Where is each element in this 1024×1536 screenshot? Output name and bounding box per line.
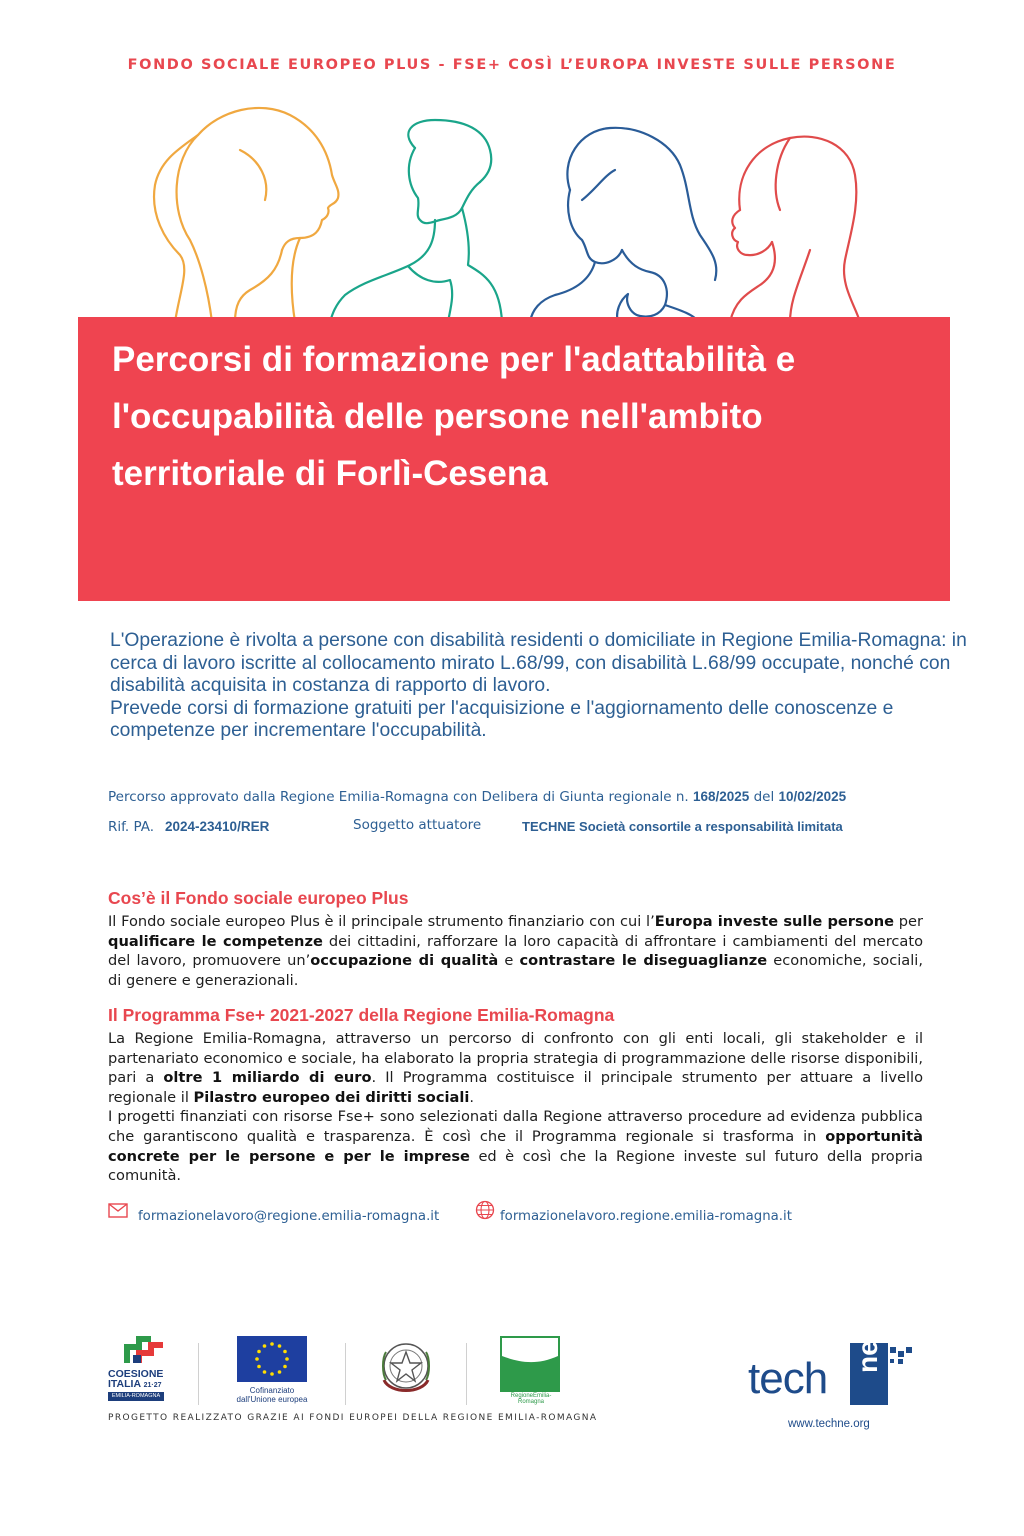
person-orange-illustration [154,108,338,322]
page-title [112,331,932,502]
eu-cofinanced-logo [232,1336,312,1406]
reference-value: 2024-23410/RER [165,819,270,834]
intro-paragraph: Prevede corsi di formazione gratuiti per l'acquisizione e l'aggiornamento delle conoscenze e competenze per incrementare l'occupabilità. [110,697,894,741]
text-emphasis: Europa investe sulle persone [654,913,895,930]
section-title-fse-plus: Cos’è il Fondo sociale europeo Plus [108,888,409,908]
techne-pixels-icon [890,1347,920,1369]
reference-label: Rif. PA. [108,819,155,835]
approval-date-prefix: del [753,789,775,805]
text-run: ed è così che la Regione investe sul futuro della propria comunità. [108,1147,923,1185]
text-emphasis: qualificare le competenze [108,932,323,950]
top-tagline: FONDO SOCIALE EUROPEO PLUS - FSE+ COSÌ L’EUROPA INVESTE SULLE PERSONE [127,57,897,73]
email-link[interactable]: formazionelavoro@regione.emilia-romagna.it [138,1209,440,1224]
techne-brand-rotated: ne [852,1340,883,1373]
text-emphasis: opportunità concrete per le persone e per le imprese [108,1127,923,1165]
approval-number: 168/2025 [692,789,750,804]
title-banner [78,317,950,601]
website-link[interactable]: formazionelavoro.regione.emilia-romagna.it [500,1209,792,1224]
logo-divider [466,1343,467,1405]
coesione-mark-icon [121,1333,171,1369]
text-run: . [469,1088,474,1106]
approval-text: Percorso approvato dalla Regione Emilia-Romagna con Delibera di Giunta regionale n. [108,789,689,805]
footer-funding-note: PROGETTO REALIZZATO GRAZIE AI FONDI EUROPEI DELLA REGIONE EMILIA-ROMAGNA [108,1413,598,1423]
text-emphasis: oltre 1 miliardo di euro [163,1069,372,1087]
text-run: I progetti finanziati con risorse Fse+ sono selezionati dalla Regione attraverso procedure ad evidenza pubblica che garantiscono qualità e trasparenza. È così che il Programma regionale si trasforma in [108,1108,923,1145]
person-teal-illustration [330,120,502,322]
text-run: La Regione Emilia-Romagna, attraverso un percorso di confronto con gli enti locali, gli stakeholder e il partenariato economico e sociale, ha elaborato la propria strategia di programmazione delle risorse disponibili, pari a [108,1030,923,1087]
eu-caption [227,1386,317,1404]
logo-divider [198,1343,199,1405]
eu-caption-line: dall'Unione europea [236,1395,308,1404]
text-run: e [498,952,520,970]
section-body-fse-plus [108,912,923,990]
techne-logo [748,1340,928,1413]
intro-paragraph: L'Operazione è rivolta a persone con disabilità residenti o domiciliate in Regione Emilia-Romagna: in cerca di lavoro iscritte al collocamento mirato L.68/99, con disabilità L.68/99 occupate, nonché con disabilità acquisita in costanza di rapporto di lavoro. [110,630,967,696]
coesione-years: 21·27 [143,1382,162,1389]
text-emphasis: occupazione di qualità [310,952,499,970]
approval-line [108,789,968,805]
eu-caption-line: Cofinanziato [249,1386,295,1395]
section-paragraph [108,912,923,990]
italian-republic-emblem-icon [376,1338,436,1402]
text-emphasis: contrastare le diseguaglianze [519,952,768,970]
people-illustration [150,90,910,322]
page-title-line: Percorsi di formazione per l'adattabilità e [112,340,796,379]
region-mark-icon [500,1336,560,1392]
section-body-programma [108,1029,923,1186]
techne-brand-text: tech [748,1354,828,1403]
person-blue-illustration [530,128,716,322]
text-run: economiche, sociali, di genere e generazionali. [108,952,924,989]
coesione-text-italia: ITALIA [108,1378,141,1390]
implementer-label: Soggetto attuatore [353,817,482,833]
section-title-programma: Il Programma Fse+ 2021-2027 della Regione Emilia-Romagna [108,1005,615,1025]
coesione-region-badge: EMILIA-ROMAGNA [108,1392,164,1401]
envelope-icon [108,1203,128,1218]
techne-block [850,1340,888,1405]
approval-date: 10/02/2025 [778,789,847,804]
text-run: Il Fondo sociale europeo Plus è il principale strumento finanziario con cui l’ [108,913,655,930]
region-caption: RegioneEmilia-Romagna [510,1393,552,1405]
coesione-text: COESIONE [108,1368,164,1380]
text-run: per [894,913,923,930]
logo-divider [345,1343,346,1405]
section-paragraph [108,1029,923,1107]
person-red-illustration [730,137,860,322]
techne-url: www.techne.org [788,1418,870,1430]
text-run: . Il Programma costituisce il principale strumento per attuare a livello regionale il [108,1069,923,1106]
coesione-italia-logo [108,1333,188,1413]
globe-icon [475,1200,495,1220]
text-run: dei cittadini, rafforzare la loro capacità di affrontare i cambiamenti del mercato del lavoro, promuovere un’ [108,932,923,970]
coesione-text [108,1379,163,1391]
intro-text [110,630,970,743]
page-title-line: territoriale di Forlì-Cesena [112,454,548,493]
implementer-name: TECHNE Società consortile a responsabilità limitata [522,819,843,834]
section-paragraph [108,1107,923,1185]
regione-emilia-romagna-logo [500,1336,562,1406]
text-emphasis: Pilastro europeo dei diritti sociali [193,1088,470,1106]
eu-flag-icon [237,1336,307,1382]
page-title-line: l'occupabilità delle persone nell'ambito [112,397,763,436]
